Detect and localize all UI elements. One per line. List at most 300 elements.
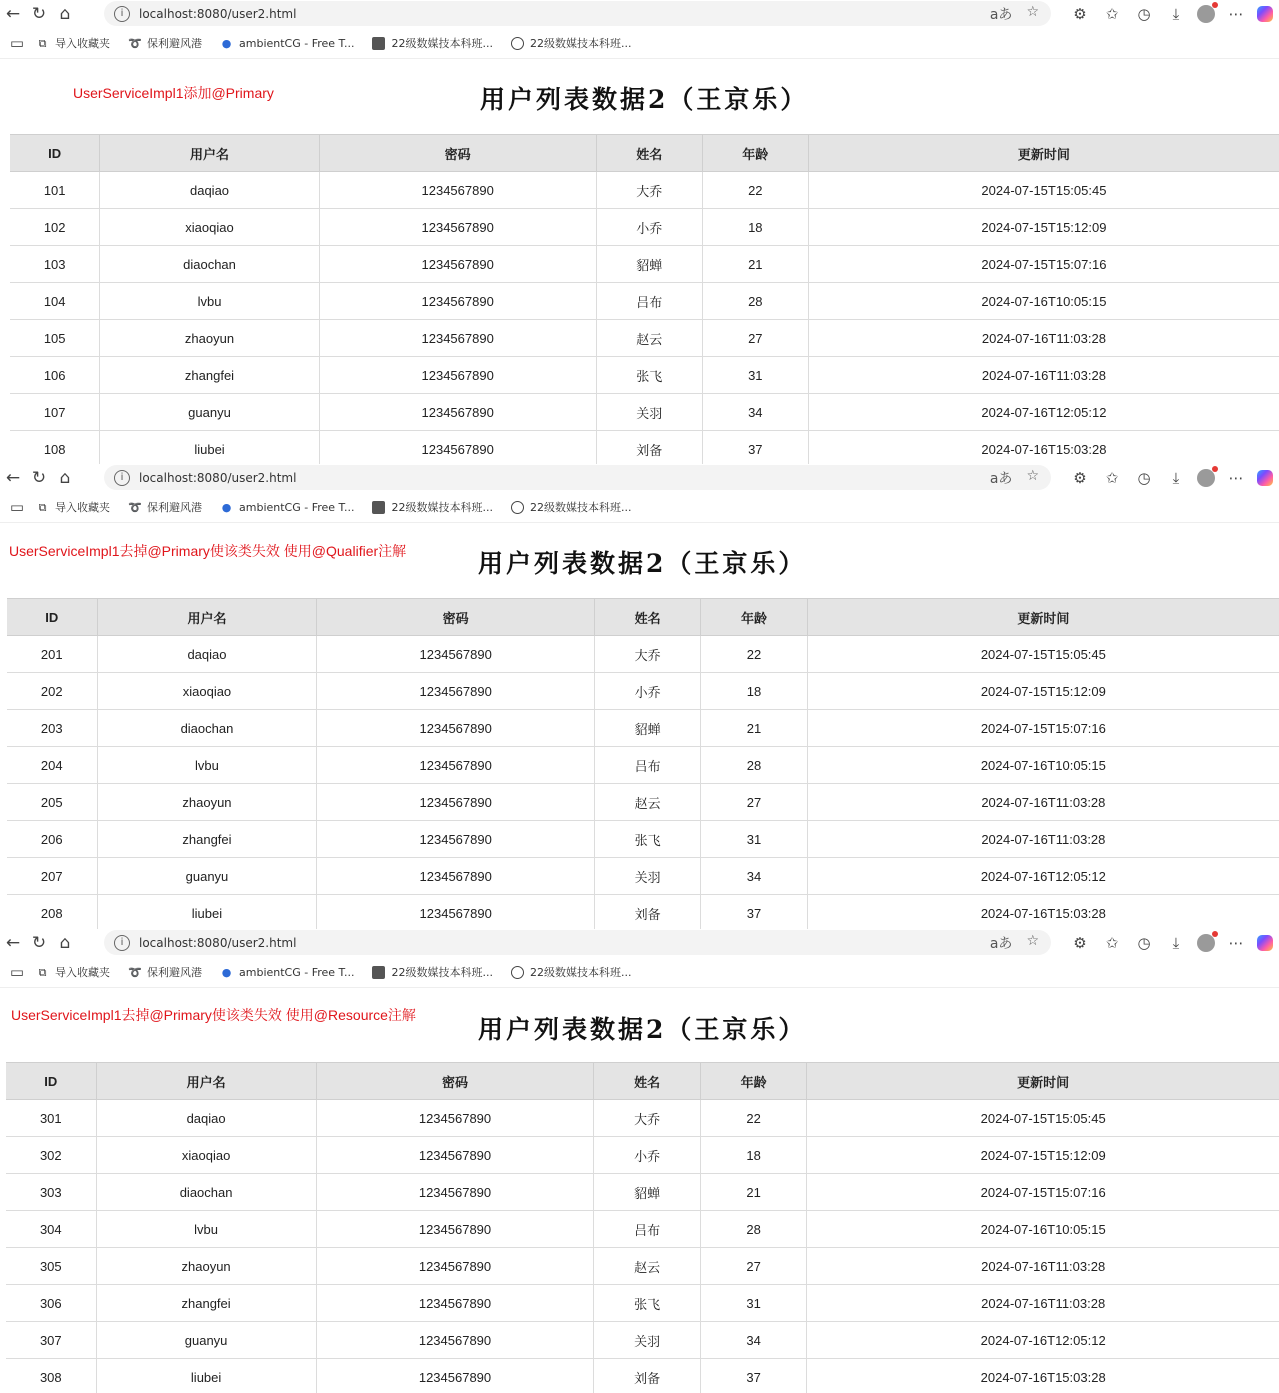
cell-name: 貂蝉 <box>596 246 702 283</box>
column-header-age: 年龄 <box>701 599 807 636</box>
column-header-update-time: 更新时间 <box>808 135 1279 172</box>
cell-name: 小乔 <box>596 209 702 246</box>
cell-age: 21 <box>700 1174 806 1211</box>
avatar[interactable] <box>1197 5 1215 23</box>
sidebar-toggle-icon[interactable]: ▭ <box>9 498 25 516</box>
import-folder-icon: ⧉ <box>38 965 47 979</box>
annotation-note: UserServiceImpl1去掉@Primary使该类失效 使用@Resource注解 <box>11 1007 416 1023</box>
bookmark-label: 保利避风港 <box>147 501 202 514</box>
cell-age: 31 <box>700 1285 806 1322</box>
cell-update-time: 2024-07-16T15:03:28 <box>807 1359 1279 1393</box>
cell-update-time: 2024-07-16T15:03:28 <box>807 895 1279 931</box>
column-header-age: 年龄 <box>700 1063 806 1100</box>
column-header-name: 姓名 <box>596 135 702 172</box>
refresh-icon[interactable]: ↻ <box>31 468 47 488</box>
home-icon[interactable]: ⌂ <box>59 4 71 24</box>
toolbar <box>1069 464 1279 492</box>
page-title: 用户列表数据2（王京乐） <box>480 85 809 114</box>
cell-id: 102 <box>10 209 100 246</box>
site-info-icon[interactable]: i <box>114 6 130 22</box>
table-row <box>7 747 1279 784</box>
table-row <box>6 1285 1279 1322</box>
cell-name: 关羽 <box>596 394 702 431</box>
site-info-icon[interactable]: i <box>114 935 130 951</box>
world-icon <box>511 37 524 50</box>
cell-name: 赵云 <box>594 1248 700 1285</box>
column-header-password: 密码 <box>317 599 595 636</box>
cell-age: 22 <box>701 636 807 673</box>
cell-name: 吕布 <box>594 747 700 784</box>
cell-password: 1234567890 <box>317 673 595 710</box>
column-header-username: 用户名 <box>96 1063 316 1100</box>
cell-password: 1234567890 <box>317 895 595 931</box>
cell-name: 张飞 <box>594 821 700 858</box>
cell-name: 张飞 <box>594 1285 700 1322</box>
cell-password: 1234567890 <box>319 357 596 394</box>
browser-window <box>0 929 1279 1393</box>
copilot-icon[interactable] <box>1257 470 1273 486</box>
refresh-icon[interactable]: ↻ <box>31 933 47 953</box>
cell-id: 101 <box>10 172 100 209</box>
cell-age: 22 <box>700 1100 806 1137</box>
column-header-age: 年龄 <box>702 135 808 172</box>
globe-icon: ● <box>221 965 232 979</box>
column-header-username: 用户名 <box>97 599 317 636</box>
cell-age: 28 <box>701 747 807 784</box>
favorite-star-icon[interactable]: ☆ <box>1026 932 1039 949</box>
cell-update-time: 2024-07-15T15:07:16 <box>807 710 1279 747</box>
url-text: localhost:8080/user2.html <box>139 6 297 21</box>
table-row <box>10 394 1279 431</box>
cell-name: 大乔 <box>594 1100 700 1137</box>
annotation-note: UserServiceImpl1去掉@Primary使该类失效 使用@Qualifier注解 <box>9 543 407 559</box>
cell-password: 1234567890 <box>316 1322 594 1359</box>
photo-icon <box>372 37 385 50</box>
bookmark-item[interactable] <box>511 35 632 51</box>
cell-age: 18 <box>702 209 808 246</box>
cell-id: 107 <box>10 394 100 431</box>
cell-update-time: 2024-07-16T12:05:12 <box>807 858 1279 895</box>
swirl-icon: ➰ <box>128 965 142 979</box>
cell-age: 34 <box>700 1322 806 1359</box>
extensions-icon[interactable]: ⚙ <box>1073 5 1087 23</box>
table-row <box>7 858 1279 895</box>
cell-id: 302 <box>6 1137 96 1174</box>
cell-password: 1234567890 <box>317 636 595 673</box>
user-table <box>10 134 1279 464</box>
cell-age: 31 <box>702 357 808 394</box>
cell-age: 21 <box>702 246 808 283</box>
back-arrow-icon[interactable]: ← <box>5 468 21 488</box>
cell-password: 1234567890 <box>317 784 595 821</box>
table-row <box>6 1359 1279 1393</box>
cell-age: 18 <box>701 673 807 710</box>
column-header-id: ID <box>6 1063 96 1100</box>
bookmark-item[interactable] <box>36 964 110 980</box>
table-row <box>10 357 1279 394</box>
cell-age: 21 <box>701 710 807 747</box>
extensions-icon[interactable]: ⚙ <box>1073 469 1087 487</box>
cell-id: 303 <box>6 1174 96 1211</box>
cell-username: lvbu <box>96 1211 316 1248</box>
cell-age: 34 <box>701 858 807 895</box>
cell-password: 1234567890 <box>319 283 596 320</box>
bookmarks-bar <box>0 28 1279 59</box>
cell-name: 刘备 <box>594 895 700 931</box>
cell-age: 37 <box>702 431 808 465</box>
table-row <box>10 431 1279 465</box>
browser-window <box>0 0 1279 464</box>
cell-name: 关羽 <box>594 858 700 895</box>
cell-password: 1234567890 <box>316 1137 594 1174</box>
cell-age: 31 <box>701 821 807 858</box>
cell-id: 301 <box>6 1100 96 1137</box>
back-arrow-icon[interactable]: ← <box>5 933 21 953</box>
cell-password: 1234567890 <box>319 172 596 209</box>
table-row <box>6 1137 1279 1174</box>
page-title: 用户列表数据2（王京乐） <box>478 1015 807 1044</box>
cell-password: 1234567890 <box>317 821 595 858</box>
bookmark-item[interactable] <box>220 37 354 50</box>
cell-age: 18 <box>700 1137 806 1174</box>
cell-id: 201 <box>7 636 97 673</box>
cell-username: xiaoqiao <box>96 1137 316 1174</box>
cell-update-time: 2024-07-16T11:03:28 <box>807 784 1279 821</box>
back-arrow-icon[interactable]: ← <box>5 4 21 24</box>
url-text: localhost:8080/user2.html <box>139 470 297 485</box>
cell-password: 1234567890 <box>316 1285 594 1322</box>
column-header-name: 姓名 <box>594 1063 700 1100</box>
cell-id: 206 <box>7 821 97 858</box>
bookmark-label: 22级数媒技本科班... <box>529 37 632 50</box>
favorites-icon[interactable]: ✩ <box>1105 5 1119 23</box>
bookmark-label: 22级数媒技本科班... <box>391 501 493 514</box>
cell-username: diaochan <box>100 246 319 283</box>
sidebar-toggle-icon[interactable]: ▭ <box>9 34 25 52</box>
cell-update-time: 2024-07-15T15:12:09 <box>808 209 1279 246</box>
cell-update-time: 2024-07-16T11:03:28 <box>807 1248 1279 1285</box>
cell-name: 吕布 <box>594 1211 700 1248</box>
cell-update-time: 2024-07-15T15:05:45 <box>808 172 1279 209</box>
globe-icon: ● <box>221 36 232 50</box>
cell-username: guanyu <box>97 858 317 895</box>
url-field[interactable] <box>104 1 1051 26</box>
table-row <box>6 1211 1279 1248</box>
avatar[interactable] <box>1197 469 1215 487</box>
cell-password: 1234567890 <box>317 747 595 784</box>
cell-username: liubei <box>100 431 319 465</box>
cell-name: 大乔 <box>594 636 700 673</box>
read-aloud-icon[interactable]: aあ <box>989 6 1013 23</box>
user-table <box>7 598 1279 930</box>
cell-password: 1234567890 <box>319 320 596 357</box>
bookmark-item[interactable] <box>372 499 493 515</box>
bookmark-item[interactable] <box>128 35 202 51</box>
cell-username: xiaoqiao <box>100 209 319 246</box>
cell-id: 208 <box>7 895 97 931</box>
table-header-row <box>7 599 1279 636</box>
cell-name: 貂蝉 <box>594 1174 700 1211</box>
table-row <box>7 710 1279 747</box>
table-row <box>10 246 1279 283</box>
cell-password: 1234567890 <box>317 710 595 747</box>
cell-username: guanyu <box>96 1322 316 1359</box>
annotation-note: UserServiceImpl1添加@Primary <box>73 85 274 101</box>
bookmark-item[interactable] <box>36 35 110 51</box>
url-field[interactable] <box>104 465 1051 490</box>
cell-name: 赵云 <box>596 320 702 357</box>
favorite-star-icon[interactable]: ☆ <box>1026 467 1039 484</box>
cell-username: zhaoyun <box>96 1248 316 1285</box>
table-row <box>7 784 1279 821</box>
download-icon[interactable]: ⤓ <box>1172 469 1180 487</box>
table-row <box>10 283 1279 320</box>
cell-name: 吕布 <box>596 283 702 320</box>
bookmark-label: 22级数媒技本科班... <box>529 501 632 514</box>
bookmarks-bar <box>0 957 1279 988</box>
world-icon <box>511 966 524 979</box>
bookmark-label: ambientCG - Free T... <box>239 965 355 979</box>
refresh-icon[interactable]: ↻ <box>31 4 47 24</box>
cell-username: lvbu <box>97 747 317 784</box>
cell-username: lvbu <box>100 283 319 320</box>
cell-id: 306 <box>6 1285 96 1322</box>
bookmark-label: ambientCG - Free T... <box>239 500 355 514</box>
cell-age: 27 <box>701 784 807 821</box>
read-aloud-icon[interactable]: aあ <box>989 935 1013 952</box>
bookmark-label: 导入收藏夹 <box>55 966 110 979</box>
cell-name: 大乔 <box>596 172 702 209</box>
bookmark-item[interactable] <box>36 499 110 515</box>
cell-password: 1234567890 <box>316 1248 594 1285</box>
favorites-icon[interactable]: ✩ <box>1105 934 1119 952</box>
column-header-update-time: 更新时间 <box>807 1063 1279 1100</box>
table-row <box>7 636 1279 673</box>
column-header-id: ID <box>7 599 97 636</box>
bookmark-label: 导入收藏夹 <box>55 501 110 514</box>
cell-name: 关羽 <box>594 1322 700 1359</box>
more-options-icon[interactable]: ⋯ <box>1228 934 1244 952</box>
extensions-icon[interactable]: ⚙ <box>1073 934 1087 952</box>
home-icon[interactable]: ⌂ <box>59 468 71 488</box>
cell-age: 37 <box>700 1359 806 1393</box>
cell-username: daqiao <box>100 172 319 209</box>
bookmark-item[interactable] <box>511 964 632 980</box>
cell-name: 小乔 <box>594 673 700 710</box>
cell-age: 37 <box>701 895 807 931</box>
cell-update-time: 2024-07-16T11:03:28 <box>808 320 1279 357</box>
table-row <box>10 320 1279 357</box>
cell-update-time: 2024-07-15T15:07:16 <box>808 246 1279 283</box>
table-header-row <box>6 1063 1279 1100</box>
copilot-icon[interactable] <box>1257 6 1273 22</box>
cell-id: 308 <box>6 1359 96 1393</box>
bookmark-label: ambientCG - Free T... <box>239 36 355 50</box>
bookmark-label: 22级数媒技本科班... <box>529 966 632 979</box>
cell-update-time: 2024-07-16T11:03:28 <box>807 821 1279 858</box>
favorite-star-icon[interactable]: ☆ <box>1026 3 1039 20</box>
cell-username: zhangfei <box>100 357 319 394</box>
cell-username: xiaoqiao <box>97 673 317 710</box>
bookmark-item[interactable] <box>372 35 493 51</box>
cell-id: 204 <box>7 747 97 784</box>
address-bar-row <box>0 0 1279 28</box>
bookmark-label: 22级数媒技本科班... <box>391 37 493 50</box>
cell-age: 28 <box>702 283 808 320</box>
cell-id: 307 <box>6 1322 96 1359</box>
cell-name: 张飞 <box>596 357 702 394</box>
bookmark-label: 22级数媒技本科班... <box>391 966 493 979</box>
cell-id: 105 <box>10 320 100 357</box>
cell-update-time: 2024-07-15T15:12:09 <box>807 1137 1279 1174</box>
toolbar <box>1069 0 1279 28</box>
cell-username: zhangfei <box>96 1285 316 1322</box>
cell-id: 203 <box>7 710 97 747</box>
cell-password: 1234567890 <box>316 1359 594 1393</box>
table-row <box>10 209 1279 246</box>
table-row <box>6 1322 1279 1359</box>
cell-age: 27 <box>700 1248 806 1285</box>
cell-update-time: 2024-07-16T12:05:12 <box>808 394 1279 431</box>
cell-id: 103 <box>10 246 100 283</box>
cell-username: diaochan <box>96 1174 316 1211</box>
table-row <box>6 1174 1279 1211</box>
column-header-name: 姓名 <box>594 599 700 636</box>
cell-password: 1234567890 <box>319 431 596 465</box>
cell-id: 305 <box>6 1248 96 1285</box>
cell-name: 刘备 <box>596 431 702 465</box>
bookmarks-bar <box>0 492 1279 523</box>
table-row <box>7 895 1279 931</box>
world-icon <box>511 501 524 514</box>
cell-update-time: 2024-07-16T10:05:15 <box>807 1211 1279 1248</box>
read-aloud-icon[interactable]: aあ <box>989 470 1013 487</box>
history-icon[interactable]: ◷ <box>1137 5 1151 23</box>
cell-id: 108 <box>10 431 100 465</box>
page-title: 用户列表数据2（王京乐） <box>478 549 807 578</box>
table-header-row <box>10 135 1279 172</box>
browser-window <box>0 464 1279 930</box>
bookmark-item[interactable] <box>128 964 202 980</box>
cell-username: liubei <box>96 1359 316 1393</box>
cell-password: 1234567890 <box>319 209 596 246</box>
cell-password: 1234567890 <box>317 858 595 895</box>
bookmark-item[interactable] <box>372 964 493 980</box>
cell-name: 貂蝉 <box>594 710 700 747</box>
cell-update-time: 2024-07-15T15:12:09 <box>807 673 1279 710</box>
download-icon[interactable]: ⤓ <box>1172 934 1180 952</box>
user-table <box>6 1062 1279 1393</box>
cell-username: daqiao <box>97 636 317 673</box>
favorites-icon[interactable]: ✩ <box>1105 469 1119 487</box>
copilot-icon[interactable] <box>1257 935 1273 951</box>
cell-update-time: 2024-07-16T12:05:12 <box>807 1322 1279 1359</box>
toolbar <box>1069 929 1279 957</box>
cell-update-time: 2024-07-15T15:07:16 <box>807 1174 1279 1211</box>
cell-update-time: 2024-07-16T10:05:15 <box>808 283 1279 320</box>
cell-age: 28 <box>700 1211 806 1248</box>
cell-update-time: 2024-07-16T11:03:28 <box>807 1285 1279 1322</box>
table-row <box>7 673 1279 710</box>
column-header-password: 密码 <box>316 1063 594 1100</box>
url-text: localhost:8080/user2.html <box>139 935 297 950</box>
cell-username: zhaoyun <box>97 784 317 821</box>
globe-icon: ● <box>221 500 232 514</box>
cell-name: 赵云 <box>594 784 700 821</box>
table-row <box>6 1248 1279 1285</box>
column-header-password: 密码 <box>319 135 596 172</box>
cell-update-time: 2024-07-16T11:03:28 <box>808 357 1279 394</box>
table-row <box>6 1100 1279 1137</box>
address-bar-row <box>0 464 1279 492</box>
cell-username: guanyu <box>100 394 319 431</box>
site-info-icon[interactable]: i <box>114 470 130 486</box>
cell-age: 34 <box>702 394 808 431</box>
more-options-icon[interactable]: ⋯ <box>1228 5 1244 23</box>
cell-password: 1234567890 <box>319 246 596 283</box>
cell-update-time: 2024-07-15T15:05:45 <box>807 636 1279 673</box>
cell-username: daqiao <box>96 1100 316 1137</box>
cell-username: diaochan <box>97 710 317 747</box>
photo-icon <box>372 501 385 514</box>
cell-update-time: 2024-07-16T15:03:28 <box>808 431 1279 465</box>
download-icon[interactable]: ⤓ <box>1172 5 1180 23</box>
bookmark-item[interactable] <box>511 499 632 515</box>
cell-password: 1234567890 <box>319 394 596 431</box>
more-options-icon[interactable]: ⋯ <box>1228 469 1244 487</box>
cell-password: 1234567890 <box>316 1174 594 1211</box>
cell-age: 27 <box>702 320 808 357</box>
cell-id: 207 <box>7 858 97 895</box>
cell-update-time: 2024-07-16T10:05:15 <box>807 747 1279 784</box>
cell-id: 104 <box>10 283 100 320</box>
bookmark-label: 保利避风港 <box>147 966 202 979</box>
history-icon[interactable]: ◷ <box>1137 469 1151 487</box>
swirl-icon: ➰ <box>128 500 142 514</box>
cell-name: 刘备 <box>594 1359 700 1393</box>
cell-username: zhangfei <box>97 821 317 858</box>
url-field[interactable] <box>104 930 1051 955</box>
table-row <box>7 821 1279 858</box>
address-bar-row <box>0 929 1279 957</box>
history-icon[interactable]: ◷ <box>1137 934 1151 952</box>
bookmark-item[interactable] <box>128 499 202 515</box>
swirl-icon: ➰ <box>128 36 142 50</box>
bookmark-item[interactable] <box>220 966 354 979</box>
cell-password: 1234567890 <box>316 1100 594 1137</box>
column-header-username: 用户名 <box>100 135 319 172</box>
cell-id: 106 <box>10 357 100 394</box>
cell-id: 202 <box>7 673 97 710</box>
import-folder-icon: ⧉ <box>38 500 47 514</box>
cell-password: 1234567890 <box>316 1211 594 1248</box>
bookmark-label: 导入收藏夹 <box>55 37 110 50</box>
column-header-update-time: 更新时间 <box>807 599 1279 636</box>
column-header-id: ID <box>10 135 100 172</box>
cell-username: liubei <box>97 895 317 931</box>
cell-id: 205 <box>7 784 97 821</box>
bookmark-item[interactable] <box>220 501 354 514</box>
avatar[interactable] <box>1197 934 1215 952</box>
import-folder-icon: ⧉ <box>38 36 47 50</box>
cell-update-time: 2024-07-15T15:05:45 <box>807 1100 1279 1137</box>
sidebar-toggle-icon[interactable]: ▭ <box>9 963 25 981</box>
cell-id: 304 <box>6 1211 96 1248</box>
photo-icon <box>372 966 385 979</box>
cell-name: 小乔 <box>594 1137 700 1174</box>
home-icon[interactable]: ⌂ <box>59 933 71 953</box>
table-row <box>10 172 1279 209</box>
